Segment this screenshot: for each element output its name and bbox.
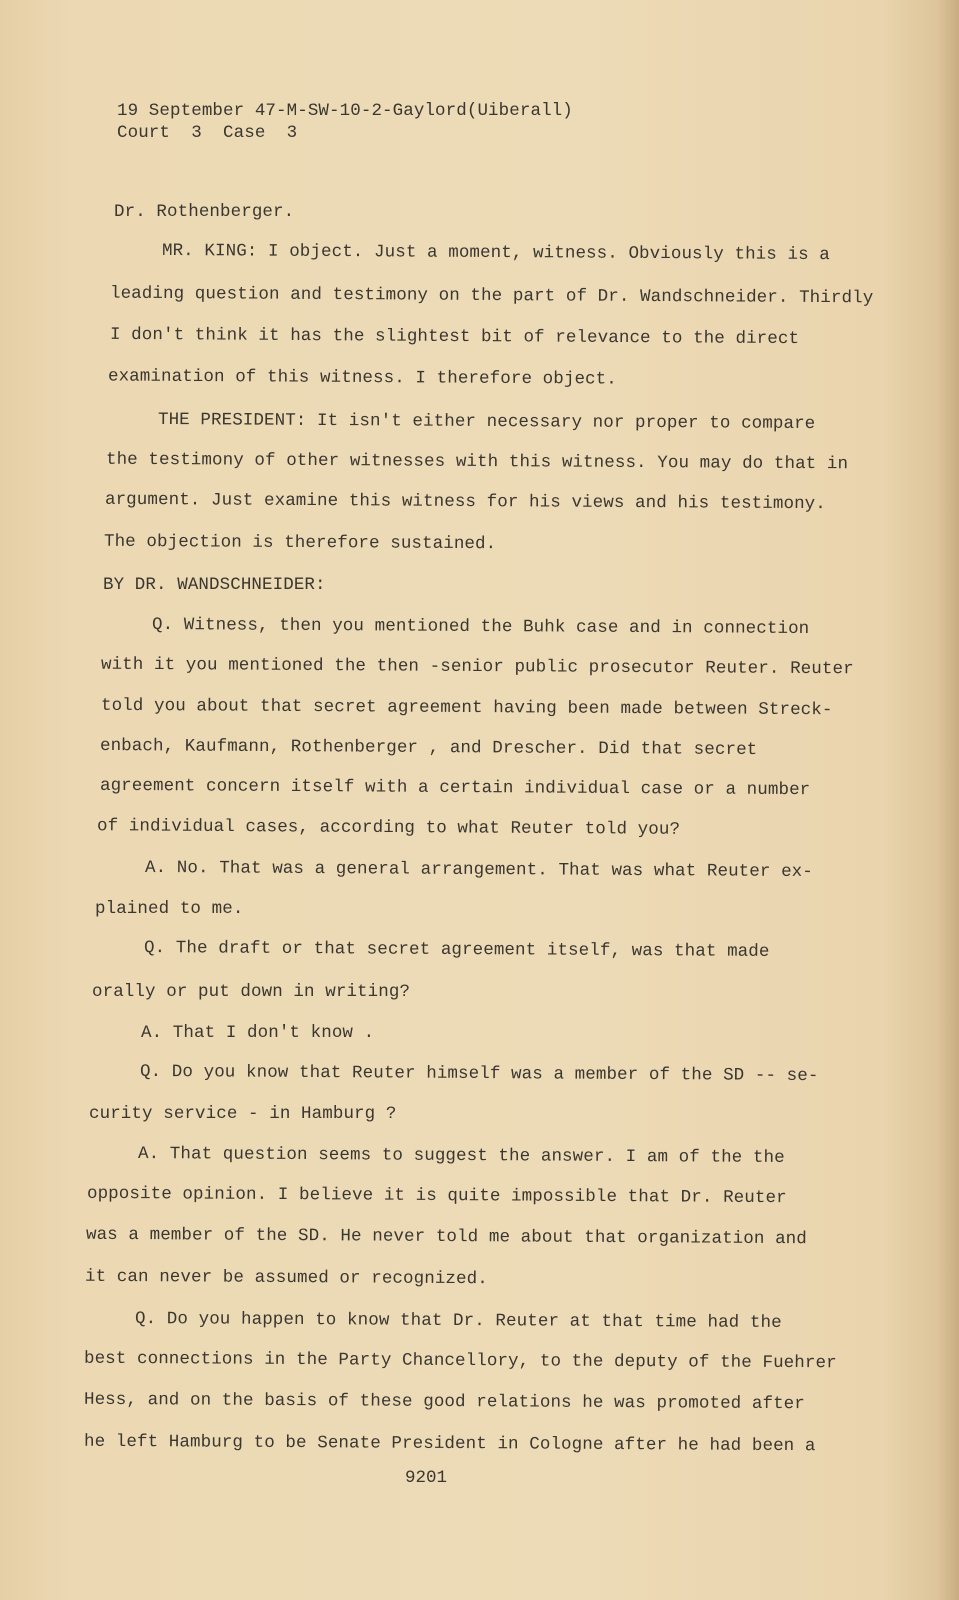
transcript-line: it can never be assumed or recognized. <box>84 1266 488 1290</box>
header-court-line: Court 3 Case 3 <box>117 123 298 143</box>
header-date-line: 19 September 47-M-SW-10-2-Gaylord(Uiberall) <box>117 101 573 121</box>
transcript-line: enbach, Kaufmann, Rothenberger , and Drescher. Did that secret <box>99 735 758 761</box>
transcript-line: MR. KING: I object. Just a moment, witness. Obviously this is a <box>161 240 830 266</box>
transcript-line: Hess, and on the basis of these good relations he was promoted after <box>83 1389 805 1415</box>
transcript-line: A. No. That was a general arrangement. That was what Reuter ex- <box>144 857 813 883</box>
transcript-line: A. That I don't know . <box>141 1023 375 1043</box>
transcript-line: BY DR. WANDSCHNEIDER: <box>103 575 326 595</box>
transcript-line: he left Hamburg to be Senate President in Cologne after he had been a <box>83 1431 816 1457</box>
transcript-line: orally or put down in writing? <box>92 982 411 1002</box>
transcript-line: Q. Do you happen to know that Dr. Reuter at that time had the <box>134 1309 782 1333</box>
transcript-line: The objection is therefore sustained. <box>103 531 497 555</box>
document-header <box>117 100 573 144</box>
transcript-line: Q. The draft or that secret agreement itself, was that made <box>143 938 770 962</box>
speaker-heading: Dr. Rothenberger. <box>114 202 295 222</box>
transcript-line: of individual cases, according to what Reuter told you? <box>96 816 681 840</box>
transcript-line: opposite opinion. I believe it is quite impossible that Dr. Reuter <box>86 1183 787 1209</box>
transcript-line: told you about that secret agreement having been made between Streck- <box>100 695 833 721</box>
transcript-line: was a member of the SD. He never told me about that organization and <box>85 1224 807 1250</box>
page-edge-shadow <box>937 0 959 1600</box>
transcript-line: Q. Do you know that Reuter himself was a member of the SD -- se- <box>139 1061 819 1087</box>
transcript-line: THE PRESIDENT: It isn't either necessary nor proper to compare <box>157 409 816 435</box>
transcript-line: argument. Just examine this witness for his views and his testimony. <box>104 489 826 515</box>
transcript-line: agreement concern itself with a certain individual case or a number <box>99 775 811 801</box>
transcript-line: examination of this witness. I therefore object. <box>107 366 617 390</box>
transcript-line: I don't think it has the slightest bit of relevance to the direct <box>109 324 800 350</box>
page-number: 9201 <box>405 1468 448 1488</box>
transcript-line: with it you mentioned the then -senior public prosecutor Reuter. Reuter <box>100 654 854 680</box>
transcript-line: best connections in the Party Chancellory, to the deputy of the Fuehrer <box>83 1348 837 1374</box>
transcript-line: plained to me. <box>95 899 244 919</box>
transcript-line: leading question and testimony on the part of Dr. Wandschneider. Thirdly <box>109 283 874 309</box>
transcript-line: the testimony of other witnesses with this witness. You may do that in <box>105 449 849 475</box>
transcript-line: Q. Witness, then you mentioned the Buhk case and in connection <box>151 614 810 640</box>
transcript-line: curity service - in Hamburg ? <box>89 1104 397 1124</box>
transcript-line: A. That question seems to suggest the answer. I am of the the <box>137 1144 785 1168</box>
